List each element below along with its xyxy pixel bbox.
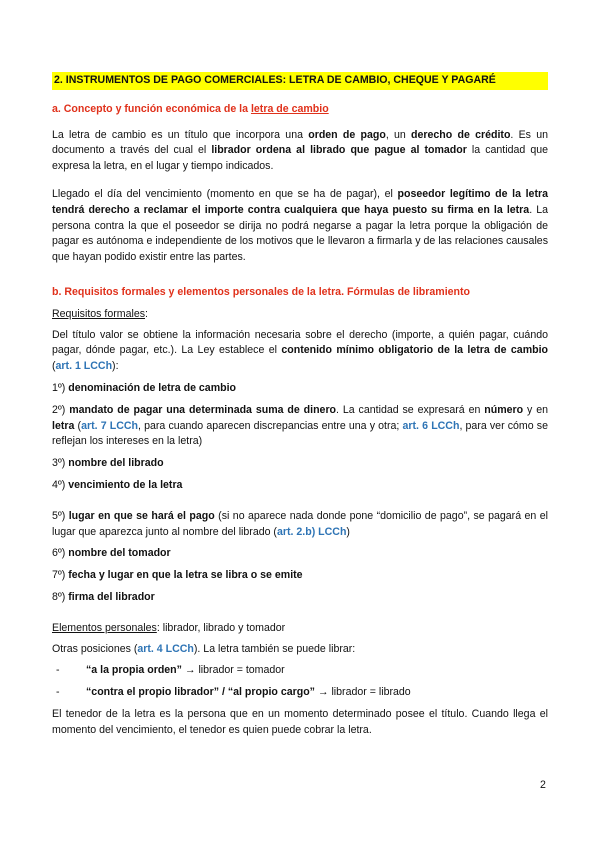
elementos-personales-label: Elementos personales (52, 621, 157, 634)
section-a-prefix: a. Concepto y función económica de la (52, 102, 251, 115)
list-item (52, 663, 548, 679)
bold-mandato: mandato de pagar una determinada suma de dinero (69, 403, 337, 416)
text: ): (112, 360, 119, 373)
text: Del título valor se obtiene la información necesaria sobre el derecho (importe, a quién pagar, cuándo pagar, dónde pagar, etc.). La Ley establece el (52, 328, 548, 357)
text: la cantidad que expresa la letra, en el lugar y tiempo indicados. (52, 144, 548, 173)
requisitos-formales-label: Requisitos formales (52, 307, 146, 320)
section-b-heading: b. Requisitos formales y elementos personales de la letra. Fórmulas de libramiento (52, 285, 470, 298)
elementos-personales (52, 621, 548, 637)
requisito-3 (52, 456, 548, 472)
item-text: denominación de letra de cambio (68, 381, 237, 394)
item-text: fecha y lugar en que la letra se libra o se emite (68, 569, 303, 582)
text: Llegado el día del vencimiento (momento en que se ha de pagar), el (52, 187, 398, 200)
text: ( (74, 419, 82, 432)
text: ) (346, 525, 350, 538)
item-text: nombre del librado (68, 457, 164, 470)
text: ). La letra también se puede librar: (193, 642, 356, 655)
text: y en (523, 403, 549, 416)
item-text: nombre del tomador (68, 547, 171, 560)
list-item-content (86, 685, 411, 701)
section-a-heading (52, 102, 548, 118)
item-number: 7º) (52, 569, 69, 582)
arrow-right-icon: → (181, 664, 199, 677)
text: . La cantidad se expresará en (336, 403, 485, 416)
page-number: 2 (540, 779, 546, 791)
article-reference: art. 6 LCCh (402, 419, 460, 432)
bold-lugar-pago: lugar en que se hará el pago (68, 509, 215, 522)
item-number: 1º) (52, 381, 69, 394)
list-item (52, 685, 548, 701)
item-number: 5º) (52, 509, 69, 522)
bold-numero: número (484, 403, 524, 416)
requisito-6 (52, 546, 548, 562)
requisito-8 (52, 590, 548, 606)
text: , para cuando aparecen discrepancias entre una y otra; (138, 419, 403, 432)
requisito-4 (52, 478, 548, 494)
bullet-dash: - (56, 686, 60, 699)
text: . Es un documento a través del cual el (52, 128, 548, 157)
article-reference: art. 7 LCCh (81, 419, 138, 432)
item-number: 8º) (52, 590, 69, 603)
bold-derecho-de-credito: derecho de crédito (411, 128, 511, 141)
text: La letra de cambio es un título que incorpora una (52, 128, 309, 141)
text: Otras posiciones ( (52, 642, 138, 655)
text: ( (52, 360, 56, 373)
text: librador = librado (331, 686, 411, 699)
item-number: 3º) (52, 457, 69, 470)
text: librador = tomador (198, 664, 285, 677)
colon: : (145, 307, 148, 320)
item-text: firma del librador (68, 590, 155, 603)
item-number: 4º) (52, 478, 69, 491)
article-reference: art. 4 LCCh (137, 642, 194, 655)
item-number: 6º) (52, 547, 69, 560)
item-number: 2º) (52, 403, 70, 416)
requisito-1 (52, 381, 548, 397)
text: (si no aparece nada donde pone “domicilio de pago”, se pagará en el lugar que aparezca junto al nombre del librado ( (52, 509, 549, 538)
paragraph-tenedor: El tenedor de la letra es la persona que en un momento determinado posee el título. Cuando llega el momento del vencimiento, el tenedor es quien puede cobrar la letra. (52, 707, 548, 736)
otras-posiciones (52, 642, 548, 658)
bold-contenido-minimo: contenido mínimo obligatorio de la letra de cambio (281, 344, 548, 357)
document-page (52, 72, 548, 739)
requisito-5 (52, 509, 548, 541)
requisito-2 (52, 403, 548, 450)
item-text: vencimiento de la letra (68, 478, 183, 491)
text: . La persona contra la que el poseedor se dirija no podrá negarse a pagar la letra porque la obligación de pagar es autónoma e independiente de los motivos que le llevaron a firmarla y de las relaciones causales que hayan podido existir entre las partes. (52, 203, 548, 264)
requisito-7 (52, 568, 548, 584)
paragraph-vencimiento (52, 187, 548, 266)
bold-librador-ordena: librador ordena al librado que pague al tomador (211, 144, 467, 157)
bold-formula: “a la propia orden” (86, 664, 182, 677)
list-item-content (86, 663, 285, 679)
text: : librador, librado y tomador (156, 621, 286, 634)
article-reference: art. 1 LCCh (55, 360, 113, 373)
text: , un (385, 128, 412, 141)
bold-formula: “contra el propio librador” / “al propio cargo” (86, 686, 315, 699)
paragraph-concepto (52, 128, 548, 175)
bold-letra: letra (52, 419, 75, 432)
paragraph-contenido-minimo (52, 328, 548, 375)
text: , para ver cómo se reflejan los intereses en la letra) (52, 419, 548, 448)
section-a-underlined: letra de cambio (250, 102, 329, 115)
requisitos-heading (52, 307, 548, 323)
arrow-right-icon: → (314, 686, 332, 699)
bullet-dash: - (56, 664, 60, 677)
bold-orden-de-pago: orden de pago (308, 128, 386, 141)
article-reference: art. 2.b) LCCh (276, 525, 347, 538)
document-title: 2. INSTRUMENTOS DE PAGO COMERCIALES: LETRA DE CAMBIO, CHEQUE Y PAGARÉ (52, 72, 548, 90)
bold-poseedor-legitimo: poseedor legítimo de la letra tendrá derecho a reclamar el importe contra cualquiera que haya puesto su firma en la letra (52, 187, 548, 216)
